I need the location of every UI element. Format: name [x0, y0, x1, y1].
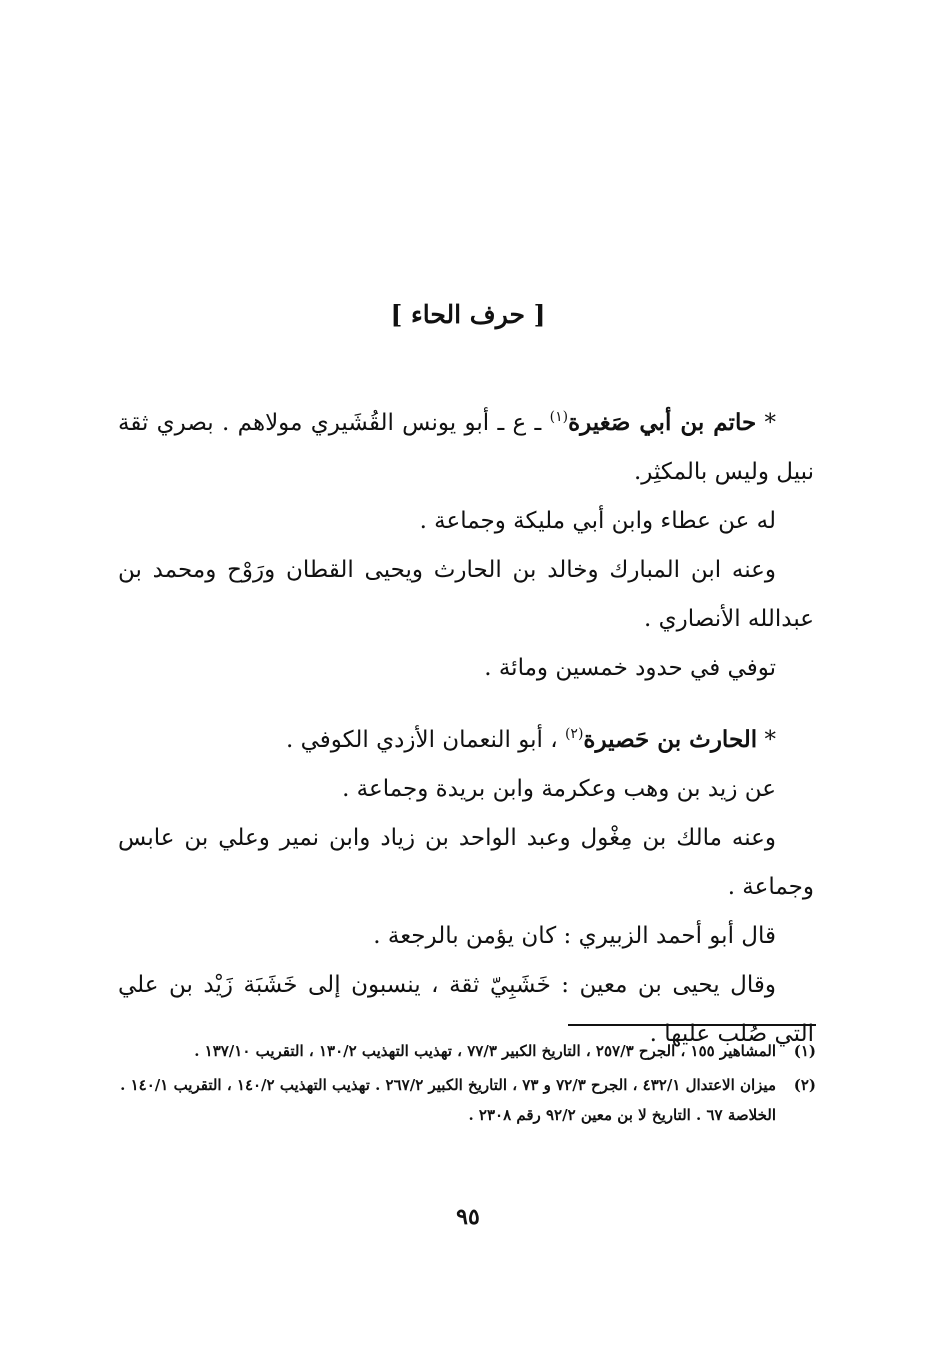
entry-heading-line [118, 715, 814, 765]
entry-name: حاتم بن أبي صَغيرة [568, 409, 757, 436]
footnotes [116, 1036, 816, 1134]
entry-text-line: وعنه مالك بن مِغْول وعبد الواحد بن زياد وابن نمير وعلي بن عابس وجماعة . [118, 825, 814, 900]
footnote [116, 1036, 816, 1066]
entry-bullet: * [764, 410, 776, 436]
footnote-text: المشاهير ١٥٥ ، الجرح ٢٥٧/٣ ، التاريخ الكبير ٧٧/٣ ، تهذيب التهذيب ١٣٠/٢ ، التقريب ١٣٧/١٠ . [194, 1042, 776, 1060]
biography-entry-hatim [118, 398, 814, 693]
entry-text-line: له عن عطاء وابن أبي مليكة وجماعة . [419, 508, 776, 534]
footnote-number: (٢) [793, 1076, 816, 1094]
entry-bullet: * [764, 727, 776, 753]
entry-text-line: وعنه ابن المبارك وخالد بن الحارث ويحيى القطان ورَوْح ومحمد بن عبدالله الأنصاري . [118, 557, 814, 632]
entry-heading-line [118, 398, 814, 497]
entry-text-line: ـ ع ـ أبو يونس القُشَيري مولاهم . بصري ثقة نبيل وليس بالمكثِر. [118, 410, 814, 485]
footnote-reference: (٢) [564, 726, 584, 742]
entry-text-line: وقال يحيى بن معين : خَشَبِيّ ثقة ، ينسبون إلى خَشَبَة زَيْد بن علي التي صُلب عليها . [118, 972, 814, 1047]
entry-text-line: قال أبو أحمد الزبيري : كان يؤمن بالرجعة . [373, 923, 776, 949]
footnote [116, 1070, 816, 1130]
footnote-text: ميزان الاعتدال ٤٣٢/١ ، الجرح ٧٢/٣ و ٧٣ ، التاريخ الكبير ٢٦٧/٢ . تهذيب التهذيب ١٤٠/٢ ، التقريب ١٤٠/١ . الخلاصة ٦٧ . التاريخ لا بن معين ٩٢/٢ رقم ٢٣٠٨ . [120, 1076, 776, 1124]
footnote-reference: (١) [549, 409, 569, 425]
biography-entry-harith [118, 715, 814, 1059]
entry-name: الحارث بن حَصيرة [583, 726, 758, 753]
chapter-title: [ حرف الحاء ] [390, 300, 546, 329]
footnote-divider [568, 1024, 816, 1026]
main-text [118, 398, 814, 1059]
entry-text-line: ، أبو النعمان الأزدي الكوفي . [286, 727, 565, 753]
entry-separator [118, 693, 814, 715]
page-number: ٩٥ [456, 1204, 480, 1230]
footnote-number: (١) [793, 1042, 816, 1060]
entry-text-line: عن زيد بن وهب وعكرمة وابن بريدة وجماعة . [342, 776, 776, 802]
entry-text-line: توفي في حدود خمسين ومائة . [484, 655, 776, 681]
